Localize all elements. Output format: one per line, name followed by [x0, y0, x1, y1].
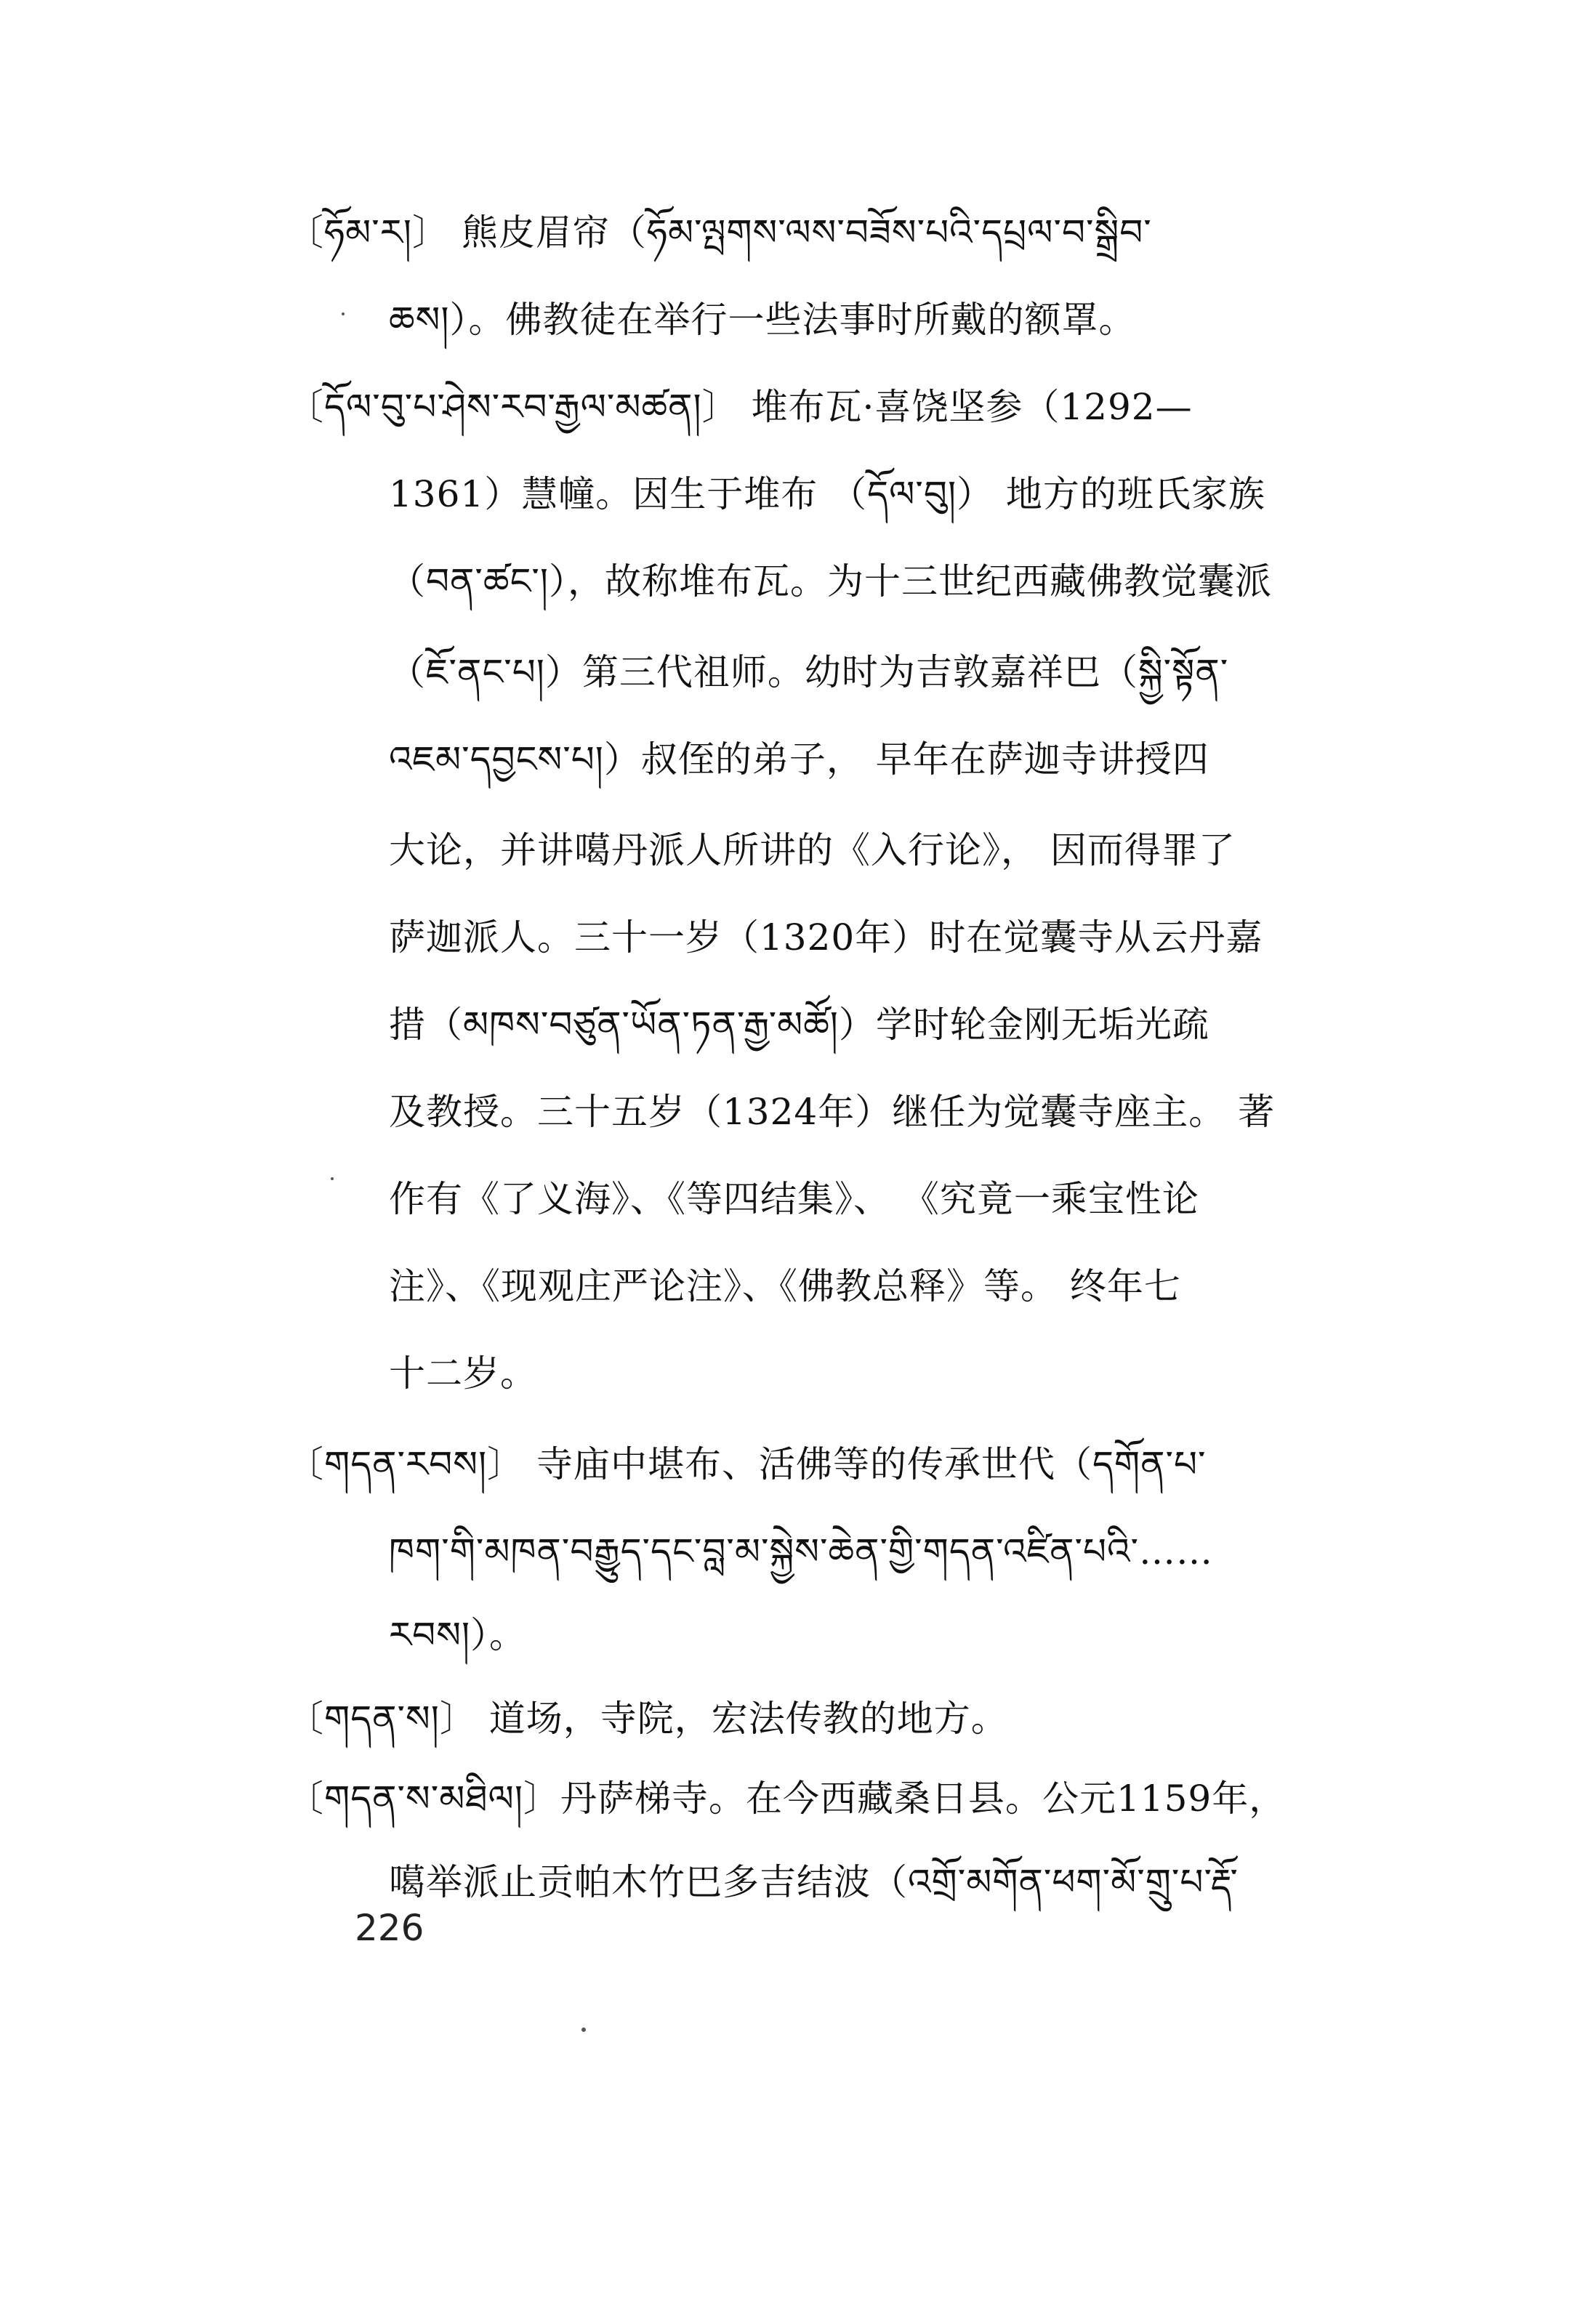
entry-dom-ra-cont: ཆས།）。佛教徒在举行一些法事时所戴的额罩。 — [389, 299, 1136, 341]
scan-speck — [342, 312, 345, 315]
entry-dolbupa-line-9: 及教授。三十五岁（1324年）继任为觉囊寺座主。 著 — [389, 1091, 1276, 1133]
page-number: 226 — [355, 1907, 424, 1949]
entry-dom-ra: 〔ཧོམ་ར།〕 熊皮眉帘（ཧོམ་ལྤགས་ལས་བཟོས་པའི་དཔྲལ་བ་སྒྲིབ་ — [287, 211, 1152, 254]
entry-dolbupa: 〔དོལ་བུ་པ་ཤེས་རབ་རྒྱལ་མཚན།〕 堆布瓦·喜饶坚参（1292— — [287, 386, 1193, 428]
entry-dolbupa-line-12: 十二岁。 — [389, 1352, 537, 1395]
entry-densa-til: 〔གདན་ས་མཐིལ།〕丹萨梯寺。在今西藏桑日县。公元1159年， — [287, 1778, 1287, 1820]
entry-dolbupa-line-10: 作有《了义海》、《等四结集》、 《究竟一乘宝性论 — [389, 1178, 1199, 1220]
entry-densa: 〔གདན་ས།〕 道场，寺院，宏法传教的地方。 — [287, 1698, 1008, 1740]
entry-dolbupa-line-2: 1361）慧幢。因生于堆布 （དོལ་བུ།） 地方的班氏家族 — [389, 473, 1265, 515]
entry-dendrab-line-2: ཁག་གི་མཁན་བརྒྱུད་དང་བླ་མ་སྐྱེས་ཆེན་གྱི་གདན་འཛིན་པའི་…… — [389, 1530, 1214, 1573]
entry-dolbupa-line-8: 措（མཁས་བཙུན་ཡོན་ཏན་རྒྱ་མཚོ།）学时轮金刚无垢光疏 — [389, 1004, 1209, 1046]
entry-dolbupa-line-4: （ཇོ་ནང་པ།）第三代祖师。幼时为吉敦嘉祥巴（སྐྱི་སྟོན་ — [389, 651, 1229, 693]
entry-densa-til-line-2: 噶举派止贡帕木竹巴多吉结波（འགྲོ་མགོན་ཕག་མོ་གྲུ་པ་རྡོ་ — [389, 1861, 1239, 1903]
entry-dolbupa-line-7: 萨迦派人。三十一岁（1320年）时在觉囊寺从云丹嘉 — [389, 916, 1263, 959]
entry-dolbupa-line-5: འཇམ་དབྱངས་པ།）叔侄的弟子， 早年在萨迦寺讲授四 — [389, 738, 1209, 780]
entry-dendrab-line-3: རབས།）。 — [389, 1614, 527, 1656]
entry-dolbupa-line-6: 大论，并讲噶丹派人所讲的《入行论》， 因而得罪了 — [389, 829, 1236, 871]
entry-dolbupa-line-3: （བན་ཚང་།），故称堆布瓦。为十三世纪西藏佛教觉囊派 — [389, 560, 1272, 602]
scan-speck — [581, 2028, 586, 2032]
entry-dolbupa-line-11: 注》、《现观庄严论注》、《佛教总释》等。 终年七 — [389, 1265, 1181, 1307]
entry-dendrab: 〔གདན་རབས།〕 寺庙中堪布、活佛等的传承世代（དགོན་པ་ — [287, 1443, 1207, 1485]
scan-speck — [331, 1177, 334, 1180]
